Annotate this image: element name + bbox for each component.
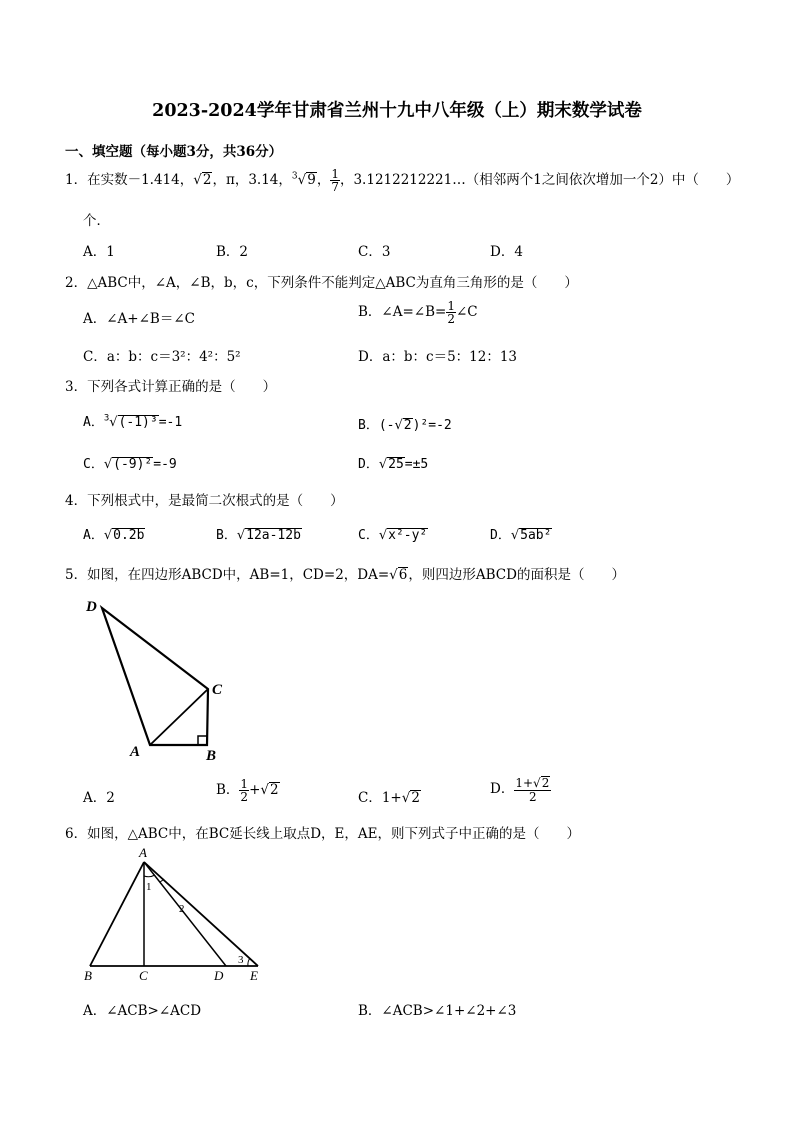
q5-option-a[interactable]: A．2 [83,790,115,806]
question-2-stem: 2．△ABC中，∠A，∠B，b，c，下列条件不能判定△ABC为直角三角形的是（ ） [65,275,578,291]
angle-label-3: 3 [238,954,244,966]
label-e: E [250,968,258,983]
angle-1-arc [144,875,155,877]
segment-ae [144,862,258,966]
label-d: D [86,599,97,615]
q4-option-d[interactable]: D．√5ab² [490,528,552,543]
label-c: C [139,968,148,983]
fraction-one-seventh: $\frac{1}{7}$ [331,167,339,194]
q2-option-b[interactable]: B．∠A=∠B= $\frac{1}{2}$ ∠C [358,299,478,326]
q1-option-a[interactable]: A．1 [83,244,115,260]
q6-option-a[interactable]: A．∠ACB>∠ACD [83,1003,202,1019]
question-4-stem: 4．下列根式中，是最简二次根式的是（ ） [65,493,344,509]
question-3-stem: 3．下列各式计算正确的是（ ） [65,379,277,395]
q3-option-c[interactable]: C．√(-9)²=-9 [83,457,177,472]
q1-option-d[interactable]: D．4 [490,244,523,260]
label-d: D [214,968,224,983]
q6-option-b[interactable]: B．∠ACB>∠1+∠2+∠3 [358,1003,517,1019]
q2-option-d[interactable]: D．a：b：c＝5：12：13 [358,349,518,365]
q4-option-a[interactable]: A．√0.2b [83,528,145,543]
q3-option-b[interactable]: B．(-√2)²=-2 [358,418,452,433]
question-1-line2: 个． [83,213,110,229]
q5-option-d[interactable]: D． $\frac{1+√2}{2}$ [490,776,550,805]
q2-option-c[interactable]: C．a：b：c＝3²：4²：5² [83,349,241,365]
q1-option-b[interactable]: B．2 [216,244,249,260]
q2-option-a[interactable]: A．∠A+∠B＝∠C [83,311,195,327]
section-heading: 一、填空题（每小题3分，共36分） [65,144,283,160]
label-a: A [130,744,141,760]
exam-title: 2023-2024学年甘肃省兰州十九中八年级（上）期末数学试卷 [152,101,642,121]
segment-ad [144,862,226,966]
label-b: B [206,748,217,764]
angle-3-arc [248,958,250,966]
label-c: C [212,682,223,698]
right-angle-mark [198,736,207,745]
triangle-abc-extension-figure [78,848,268,983]
question-5-stem: 5．如图，在四边形ABCD中，AB=1，CD=2，DA=√6，则四边形ABCD的面积是（ ） [65,567,625,583]
label-a: A [139,848,147,860]
angle-label-2: 2 [179,903,185,915]
label-b: B [84,968,92,983]
q1-option-c[interactable]: C．3 [358,244,391,260]
q5-option-c[interactable]: C．1+√2 [358,790,420,806]
q4-option-c[interactable]: C．√x²-y² [358,528,428,543]
q3-option-a[interactable]: A．$^3$√(-1)³=-1 [83,413,183,430]
q5-option-b[interactable]: B． $\frac{1}{2}$ +√2 [216,777,279,804]
q4-option-b[interactable]: B．√12a-12b [216,528,301,543]
side-ab [90,862,144,966]
question-1-stem: 1．在实数－1.414，√2，π，3.14，$^3$√9， $\frac{1}{7}$ ，3.1212212221…（相邻两个1之间依次增加一个2）中（ ） [65,167,740,194]
quadrilateral-outline [102,608,208,745]
angle-label-1: 1 [146,881,152,893]
quadrilateral-abcd-figure [80,593,240,768]
q3-option-d[interactable]: D．√25=±5 [358,457,429,472]
question-6-stem: 6．如图，△ABC中，在BC延长线上取点D，E，AE，则下列式子中正确的是（ ） [65,826,581,842]
